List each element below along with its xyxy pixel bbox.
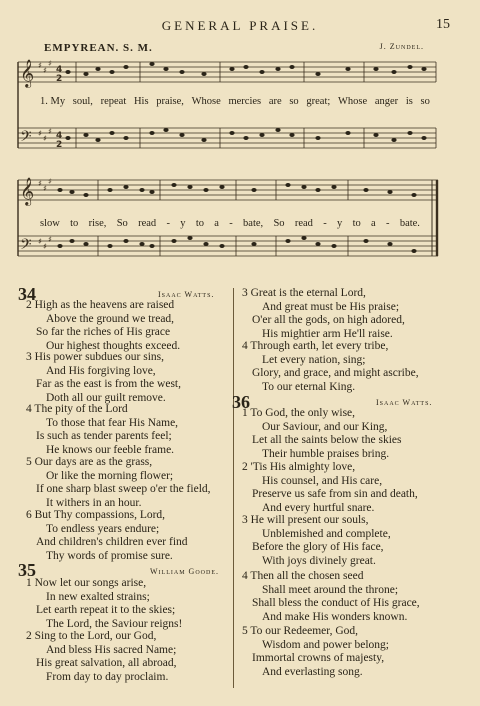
hymn-34-verse-4-right: 4 Through earth, let every tribe, Let every nation, sing; Glory, and grace, and might ascribe, To our eternal King. [242,340,419,394]
hymn-34-verse-4: 4 The pity of the Lord To those that fear His Name, Is such as tender parents feel; He knows our feeble frame. [26,403,179,457]
svg-text:♯: ♯ [43,184,47,193]
svg-text:𝄢: 𝄢 [20,128,32,149]
svg-text:4: 4 [56,65,63,75]
hymn-36-verse-1: 1 To God, the only wise, Our Saviour, and our King, Let all the saints below the skies Their humble praises bring. [242,407,402,461]
svg-text:4: 4 [56,131,63,141]
svg-text:♯: ♯ [38,61,42,70]
hymn-36-verse-3: 3 He will present our souls, Unblemished and complete, Before the glory of His face, With joys divinely great. [242,514,391,568]
svg-text:♯: ♯ [38,129,42,138]
lyrics-line-1: 1. My soul, repeat His praise, Whose mercies are so great; Whose anger is so [40,96,430,107]
svg-text:♯: ♯ [48,235,52,244]
composer-credit: J. Zundel. [379,42,424,51]
column-divider [233,288,234,688]
hymn-34-verse-2: 2 High as the heavens are raised Above the ground we tread, So far the riches of His grace Our highest thoughts exceed. [26,299,181,353]
svg-text:𝄞: 𝄞 [20,59,35,87]
svg-text:𝄢: 𝄢 [20,236,32,257]
page-number: 15 [436,17,450,32]
hymn-36-author: Isaac Watts. [376,398,433,407]
hymn-35-verse-1: 1 Now let our songs arise, In new exalted strains; Let earth repeat it to the skies; The Lord, the Saviour reigns! [26,577,183,631]
hymn-34-verse-6: 6 But Thy compassions, Lord, To endless years endure; And children's children ever find Thy words of promise sure. [26,509,188,563]
hymn-34-author: Isaac Watts. [158,290,215,299]
hymn-35-author: William Goode. [150,567,219,576]
hymn-35-verse-2: 2 Sing to the Lord, our God, And bless His sacred Name; His great salvation, all abroad, From day to day proclaim. [26,630,177,684]
hymn-number-34: 34 [18,284,36,304]
music-system-1 [14,54,440,172]
hymn-34-verse-5: 5 Our days are as the grass, Or like the morning flower; If one sharp blast sweep o'er the field, It withers in an hour. [26,456,211,510]
tune-title: EMPYREAN. S. M. [44,42,153,54]
svg-text:2: 2 [56,74,63,84]
svg-text:♯: ♯ [48,59,52,68]
svg-text:♯: ♯ [43,242,47,251]
svg-text:♯: ♯ [48,177,52,186]
hymn-number-35: 35 [18,560,36,580]
svg-text:♯: ♯ [38,179,42,188]
hymn-number-36: 36 [232,392,250,412]
svg-text:♯: ♯ [43,134,47,143]
hymn-34-verse-3: 3 His power subdues our sins, And His forgiving love, Far as the east is from the west, Doth all our guilt remove. [26,351,181,405]
hymn-34-verse-3-right: 3 Great is the eternal Lord, And great must be His praise; O'er all the gods, on high adored, His mightier arm He'll raise. [242,287,405,341]
running-header: GENERAL PRAISE. [161,18,319,33]
svg-text:♯: ♯ [38,237,42,246]
svg-text:2: 2 [56,140,63,150]
hymn-36-verse-2: 2 'Tis His almighty love, His counsel, and His care, Preserve us safe from sin and death, And every hurtful snare. [242,461,418,515]
svg-text:♯: ♯ [48,127,52,136]
hymn-36-verse-5: 5 To our Redeemer, God, Wisdom and power belong; Immortal crowns of majesty, And everlasting song. [242,625,389,679]
hymn-36-verse-4: 4 Then all the chosen seed Shall meet around the throne; Shall bless the conduct of His grace, And make His wonders known. [242,570,420,624]
svg-text:𝄞: 𝄞 [20,177,35,205]
svg-text:♯: ♯ [43,66,47,75]
lyrics-line-2: slow to rise, So read - y to a - bate, So read - y to a - bate. [40,218,420,229]
